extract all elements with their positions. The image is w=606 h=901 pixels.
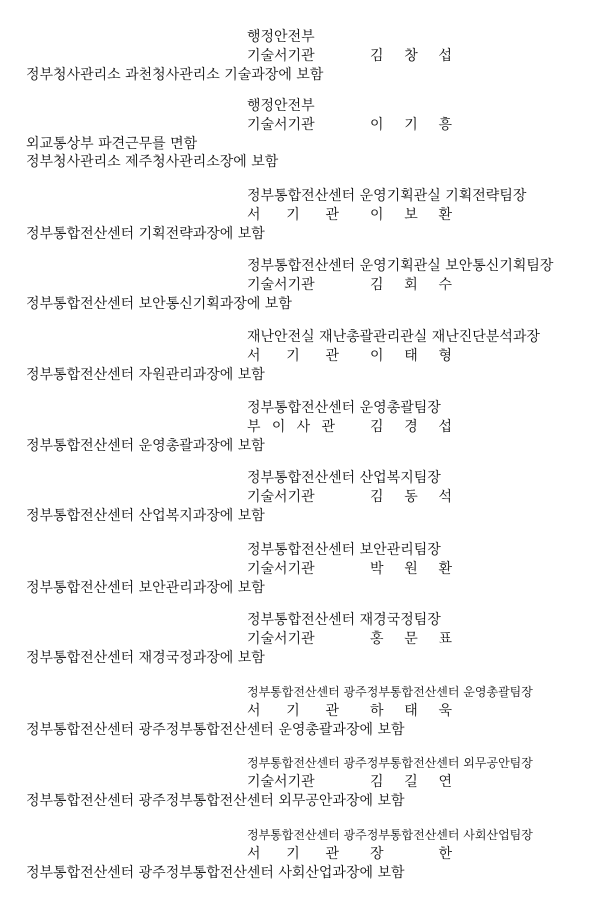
current-position: 재난안전실 재난총괄관리관실 재난진단분석과장 bbox=[247, 329, 540, 345]
appointment-entry bbox=[0, 399, 606, 469]
name-char: 길 bbox=[404, 774, 418, 790]
rank-char: 부 bbox=[247, 419, 261, 435]
current-position: 행정안전부 bbox=[247, 98, 315, 114]
appointment-entry bbox=[0, 28, 606, 98]
name-char: 동 bbox=[404, 489, 418, 505]
appointment-entry bbox=[0, 187, 606, 257]
name-char: 원 bbox=[404, 561, 418, 577]
rank-char: 기 bbox=[286, 703, 300, 719]
name-char: 석 bbox=[438, 489, 452, 505]
name-char: 창 bbox=[404, 48, 418, 64]
appointment-entry bbox=[0, 683, 606, 753]
rank-title: 기술서기관 bbox=[247, 774, 315, 790]
name-char: 김 bbox=[370, 489, 384, 505]
appointment-text: 정부통합전산센터 광주정부통합전산센터 외무공안과장에 보함 bbox=[26, 793, 405, 809]
name-char: 섭 bbox=[438, 419, 452, 435]
name-char: 욱 bbox=[438, 703, 452, 719]
person-name bbox=[370, 418, 452, 436]
name-char: 김 bbox=[370, 419, 384, 435]
person-name bbox=[370, 206, 452, 224]
person-name bbox=[370, 116, 452, 134]
name-char: 보 bbox=[404, 207, 418, 223]
appointment-entry bbox=[0, 328, 606, 398]
rank-char: 관 bbox=[325, 703, 339, 719]
name-char: 홍 bbox=[370, 631, 384, 647]
appointment-text: 정부통합전산센터 기획전략과장에 보함 bbox=[26, 226, 265, 242]
current-position: 정부통합전산센터 산업복지팀장 bbox=[247, 470, 441, 486]
name-char: 김 bbox=[370, 277, 384, 293]
appointment-entry bbox=[0, 826, 606, 896]
name-char: 태 bbox=[404, 703, 418, 719]
name-char: 흥 bbox=[438, 117, 452, 133]
person-name bbox=[370, 845, 452, 863]
appointment-text: 정부통합전산센터 자원관리과장에 보함 bbox=[26, 367, 265, 383]
person-name bbox=[370, 488, 452, 506]
rank-char: 서 bbox=[247, 846, 261, 862]
name-char: 장 bbox=[370, 846, 384, 862]
rank-title: 기술서기관 bbox=[247, 277, 315, 293]
rank-title: 기술서기관 bbox=[247, 489, 315, 505]
appointment-text: 외교통상부 파견근무를 면함 bbox=[26, 136, 198, 152]
rank-char: 기 bbox=[286, 348, 300, 364]
current-position: 행정안전부 bbox=[247, 29, 315, 45]
name-char: 섭 bbox=[438, 48, 452, 64]
name-char: 김 bbox=[370, 774, 384, 790]
current-position: 정부통합전산센터 운영총괄팀장 bbox=[247, 400, 441, 416]
current-position: 정부통합전산센터 광주정부통합전산센터 사회산업팀장 bbox=[247, 828, 533, 842]
name-char: 이 bbox=[370, 348, 384, 364]
name-char: 연 bbox=[438, 774, 452, 790]
rank-char: 기 bbox=[286, 846, 300, 862]
appointment-text: 정부통합전산센터 보안통신기획과장에 보함 bbox=[26, 296, 292, 312]
appointment-entry bbox=[0, 754, 606, 824]
appointment-text: 정부통합전산센터 운영총괄과장에 보함 bbox=[26, 438, 265, 454]
name-char: 문 bbox=[404, 631, 418, 647]
appointment-text: 정부청사관리소 제주청사관리소장에 보함 bbox=[26, 154, 279, 170]
name-char: 김 bbox=[370, 48, 384, 64]
appointment-entry bbox=[0, 257, 606, 327]
appointment-entry bbox=[0, 469, 606, 539]
name-char: 환 bbox=[438, 561, 452, 577]
name-char: 수 bbox=[438, 277, 452, 293]
appointment-text: 정부통합전산센터 보안관리과장에 보함 bbox=[26, 580, 265, 596]
appointment-text: 정부통합전산센터 산업복지과장에 보함 bbox=[26, 508, 265, 524]
name-char: 경 bbox=[404, 419, 418, 435]
rank-char: 관 bbox=[325, 348, 339, 364]
rank-char: 서 bbox=[247, 207, 261, 223]
name-char: 표 bbox=[438, 631, 452, 647]
appointment-text: 정부통합전산센터 재경국정과장에 보함 bbox=[26, 650, 265, 666]
rank-char: 관 bbox=[325, 207, 339, 223]
current-position: 정부통합전산센터 운영기획관실 기획전략팀장 bbox=[247, 188, 527, 204]
appointment-entry bbox=[0, 97, 606, 170]
rank-title: 기술서기관 bbox=[247, 48, 315, 64]
appointment-entry bbox=[0, 611, 606, 681]
person-name bbox=[370, 47, 452, 65]
person-name bbox=[370, 347, 452, 365]
current-position: 정부통합전산센터 광주정부통합전산센터 운영총괄팀장 bbox=[247, 685, 533, 699]
rank-title: 기술서기관 bbox=[247, 117, 315, 133]
name-char: 이 bbox=[370, 117, 384, 133]
name-char: 회 bbox=[404, 277, 418, 293]
name-char: 기 bbox=[404, 117, 418, 133]
appointment-text: 정부통합전산센터 광주정부통합전산센터 운영총괄과장에 보함 bbox=[26, 722, 405, 738]
name-char: 한 bbox=[438, 846, 452, 862]
rank-char: 기 bbox=[286, 207, 300, 223]
person-name bbox=[370, 773, 452, 791]
name-char: 이 bbox=[370, 207, 384, 223]
current-position: 정부통합전산센터 보안관리팀장 bbox=[247, 542, 441, 558]
name-char: 태 bbox=[404, 348, 418, 364]
rank-title: 기술서기관 bbox=[247, 561, 315, 577]
person-name bbox=[370, 276, 452, 294]
rank-title bbox=[247, 418, 335, 436]
rank-char: 사 bbox=[296, 419, 311, 435]
rank-title bbox=[247, 845, 339, 863]
rank-char: 이 bbox=[271, 419, 286, 435]
rank-title bbox=[247, 347, 339, 365]
rank-char: 서 bbox=[247, 348, 261, 364]
rank-char: 서 bbox=[247, 703, 261, 719]
name-char: 박 bbox=[370, 561, 384, 577]
rank-title: 기술서기관 bbox=[247, 631, 315, 647]
rank-title bbox=[247, 702, 339, 720]
person-name bbox=[370, 560, 452, 578]
name-char: 형 bbox=[438, 348, 452, 364]
appointment-text: 정부통합전산센터 광주정부통합전산센터 사회산업과장에 보함 bbox=[26, 865, 405, 881]
current-position: 정부통합전산센터 광주정부통합전산센터 외무공안팀장 bbox=[247, 756, 533, 770]
appointment-entry bbox=[0, 541, 606, 611]
appointment-text: 정부청사관리소 과천청사관리소 기술과장에 보함 bbox=[26, 67, 324, 83]
name-char: 하 bbox=[370, 703, 384, 719]
person-name bbox=[370, 702, 452, 720]
name-char: 환 bbox=[438, 207, 452, 223]
person-name bbox=[370, 630, 452, 648]
rank-title bbox=[247, 206, 339, 224]
rank-char: 관 bbox=[325, 846, 339, 862]
current-position: 정부통합전산센터 재경국정팀장 bbox=[247, 612, 441, 628]
current-position: 정부통합전산센터 운영기획관실 보안통신기획팀장 bbox=[247, 258, 554, 274]
rank-char: 관 bbox=[321, 419, 335, 435]
